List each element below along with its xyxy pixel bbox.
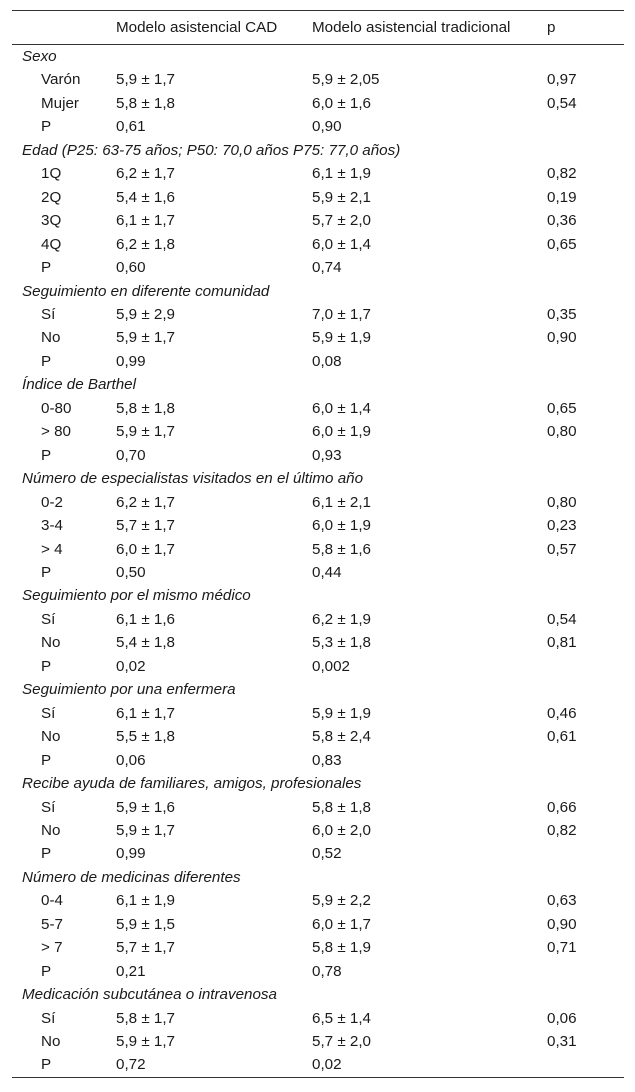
cad-value-cell: 0,02 xyxy=(116,657,146,675)
row-label-cell: No xyxy=(41,821,61,839)
group-header-row xyxy=(12,584,624,607)
row-label-cell: P xyxy=(41,352,52,370)
traditional-value-cell: 0,93 xyxy=(312,446,342,464)
group-title: Medicación subcutánea o intravenosa xyxy=(22,986,277,1004)
traditional-value-cell: 5,3 ± 1,8 xyxy=(312,634,371,652)
p-value-cell: 0,31 xyxy=(547,1033,577,1051)
cad-value-cell: 5,9 ± 1,7 xyxy=(116,329,175,347)
table-row xyxy=(12,936,624,959)
group-header-row xyxy=(12,280,624,303)
table-header-row xyxy=(12,11,624,45)
row-label-cell: Sí xyxy=(41,305,56,323)
p-value-cell: 0,63 xyxy=(547,892,577,910)
p-value-cell: 0,06 xyxy=(547,1009,577,1027)
row-label-cell: 2Q xyxy=(41,188,62,206)
cad-value-cell: 6,2 ± 1,7 xyxy=(116,493,175,511)
row-label-cell: P xyxy=(41,446,52,464)
row-label-cell: P xyxy=(41,962,52,980)
group-title: Número de medicinas diferentes xyxy=(22,868,241,886)
row-label-cell: 4Q xyxy=(41,235,62,253)
p-value-cell: 0,82 xyxy=(547,165,577,183)
table-row xyxy=(12,538,624,561)
group-title: Seguimiento por el mismo médico xyxy=(22,587,251,605)
row-label-cell: 0-4 xyxy=(41,892,63,910)
p-value-cell: 0,54 xyxy=(547,94,577,112)
cad-value-cell: 0,99 xyxy=(116,352,146,370)
cad-value-cell: 5,8 ± 1,8 xyxy=(116,94,175,112)
row-label-cell: 0-2 xyxy=(41,493,63,511)
row-label-cell: Sí xyxy=(41,704,56,722)
row-label-cell: > 7 xyxy=(41,939,63,957)
group-title: Recibe ayuda de familiares, amigos, profesionales xyxy=(22,775,362,793)
group-title: Número de especialistas visitados en el último año xyxy=(22,470,364,488)
cad-value-cell: 5,8 ± 1,7 xyxy=(116,1009,175,1027)
group-header-row xyxy=(12,467,624,490)
traditional-value-cell: 0,52 xyxy=(312,845,342,863)
cad-value-cell: 5,5 ± 1,8 xyxy=(116,728,175,746)
p-value-cell: 0,90 xyxy=(547,329,577,347)
p-value-cell: 0,82 xyxy=(547,821,577,839)
cad-value-cell: 0,61 xyxy=(116,118,146,136)
p-value-cell xyxy=(547,655,624,678)
p-value-cell xyxy=(547,1053,624,1077)
group-header-row xyxy=(12,678,624,701)
traditional-value-cell: 6,0 ± 1,7 xyxy=(312,915,371,933)
traditional-value-cell: 6,1 ± 2,1 xyxy=(312,493,371,511)
row-label-cell: Varón xyxy=(41,71,81,89)
table-row xyxy=(12,796,624,819)
traditional-value-cell: 6,2 ± 1,9 xyxy=(312,610,371,628)
p-value-cell: 0,90 xyxy=(547,915,577,933)
header-cell-cad: Modelo asistencial CAD xyxy=(116,11,312,45)
row-label-cell: P xyxy=(41,845,52,863)
cad-value-cell: 6,0 ± 1,7 xyxy=(116,540,175,558)
table-row xyxy=(12,303,624,326)
p-value-cell: 0,61 xyxy=(547,728,577,746)
table-row xyxy=(12,608,624,631)
row-label-cell: > 80 xyxy=(41,423,71,441)
table-row xyxy=(12,819,624,842)
cad-value-cell: 5,9 ± 1,7 xyxy=(116,1033,175,1051)
group-header-row xyxy=(12,866,624,889)
cad-value-cell: 5,9 ± 2,9 xyxy=(116,305,175,323)
row-label-cell: P xyxy=(41,657,52,675)
table-row xyxy=(12,397,624,420)
p-value-cell: 0,65 xyxy=(547,235,577,253)
table-row xyxy=(12,491,624,514)
table-row xyxy=(12,725,624,748)
row-label-cell: 0-80 xyxy=(41,399,72,417)
traditional-value-cell: 6,1 ± 1,9 xyxy=(312,165,371,183)
p-value-cell xyxy=(547,842,624,865)
cad-value-cell: 0,21 xyxy=(116,962,146,980)
table-row xyxy=(12,655,624,678)
traditional-value-cell: 5,9 ± 1,9 xyxy=(312,704,371,722)
group-header-row xyxy=(12,139,624,162)
p-value-cell xyxy=(547,256,624,279)
p-value-cell: 0,97 xyxy=(547,71,577,89)
cad-value-cell: 5,9 ± 1,7 xyxy=(116,71,175,89)
table-row xyxy=(12,514,624,537)
group-header-row xyxy=(12,45,624,69)
p-value-cell: 0,35 xyxy=(547,305,577,323)
p-value-cell: 0,66 xyxy=(547,798,577,816)
table-row xyxy=(12,913,624,936)
p-value-cell xyxy=(547,960,624,983)
p-value-cell xyxy=(547,350,624,373)
cad-value-cell: 5,4 ± 1,8 xyxy=(116,634,175,652)
table-row xyxy=(12,326,624,349)
cad-value-cell: 5,9 ± 1,7 xyxy=(116,423,175,441)
traditional-value-cell: 5,7 ± 2,0 xyxy=(312,1033,371,1051)
header-cell-empty xyxy=(12,11,116,45)
header-cell-p: p xyxy=(547,11,624,45)
p-value-cell: 0,54 xyxy=(547,610,577,628)
p-value-cell xyxy=(547,115,624,138)
table-row xyxy=(12,350,624,373)
cad-value-cell: 0,99 xyxy=(116,845,146,863)
p-value-cell: 0,36 xyxy=(547,212,577,230)
cad-value-cell: 6,1 ± 1,7 xyxy=(116,704,175,722)
row-label-cell: No xyxy=(41,1033,61,1051)
traditional-value-cell: 0,44 xyxy=(312,563,342,581)
p-value-cell: 0,80 xyxy=(547,493,577,511)
cad-value-cell: 5,9 ± 1,7 xyxy=(116,821,175,839)
row-label-cell: 1Q xyxy=(41,165,62,183)
table-row xyxy=(12,749,624,772)
traditional-value-cell: 5,9 ± 2,1 xyxy=(312,188,371,206)
group-header-row xyxy=(12,983,624,1006)
cad-value-cell: 0,50 xyxy=(116,563,146,581)
group-header-row xyxy=(12,772,624,795)
row-label-cell: 3-4 xyxy=(41,517,63,535)
row-label-cell: > 4 xyxy=(41,540,63,558)
row-label-cell: P xyxy=(41,259,52,277)
traditional-value-cell: 0,78 xyxy=(312,962,342,980)
row-label-cell: P xyxy=(41,118,52,136)
row-label-cell: P xyxy=(41,751,52,769)
table-row xyxy=(12,960,624,983)
cad-value-cell: 0,06 xyxy=(116,751,146,769)
traditional-value-cell: 0,002 xyxy=(312,657,351,675)
traditional-value-cell: 5,8 ± 1,9 xyxy=(312,939,371,957)
cad-value-cell: 6,2 ± 1,7 xyxy=(116,165,175,183)
p-value-cell: 0,19 xyxy=(547,188,577,206)
p-value-cell: 0,46 xyxy=(547,704,577,722)
p-value-cell xyxy=(547,444,624,467)
row-label-cell: Sí xyxy=(41,798,56,816)
table-row xyxy=(12,420,624,443)
table-row xyxy=(12,1053,624,1077)
traditional-value-cell: 6,5 ± 1,4 xyxy=(312,1009,371,1027)
traditional-value-cell: 6,0 ± 1,4 xyxy=(312,235,371,253)
cad-value-cell: 5,4 ± 1,6 xyxy=(116,188,175,206)
row-label-cell: No xyxy=(41,329,61,347)
traditional-value-cell: 0,08 xyxy=(312,352,342,370)
table-row xyxy=(12,702,624,725)
cad-value-cell: 6,1 ± 1,7 xyxy=(116,212,175,230)
table-row xyxy=(12,444,624,467)
traditional-value-cell: 0,02 xyxy=(312,1053,547,1077)
traditional-value-cell: 5,8 ± 1,8 xyxy=(312,798,371,816)
traditional-value-cell: 0,90 xyxy=(312,118,342,136)
row-label-cell: 3Q xyxy=(41,212,62,230)
row-label-cell: Mujer xyxy=(41,94,79,112)
cad-value-cell: 0,72 xyxy=(116,1053,312,1077)
table-row xyxy=(12,233,624,256)
data-table xyxy=(12,10,624,1078)
table-row xyxy=(12,631,624,654)
table-row xyxy=(12,1030,624,1053)
traditional-value-cell: 5,9 ± 1,9 xyxy=(312,329,371,347)
table-row xyxy=(12,842,624,865)
p-value-cell xyxy=(547,561,624,584)
traditional-value-cell: 6,0 ± 1,9 xyxy=(312,517,371,535)
group-title: Índice de Barthel xyxy=(22,376,136,394)
table-row xyxy=(12,162,624,185)
row-label-cell: 5-7 xyxy=(41,915,63,933)
cad-value-cell: 6,2 ± 1,8 xyxy=(116,235,175,253)
table-row xyxy=(12,92,624,115)
row-label-cell: Sí xyxy=(41,610,56,628)
group-title: Sexo xyxy=(22,48,57,65)
p-value-cell: 0,23 xyxy=(547,517,577,535)
table-row xyxy=(12,1007,624,1030)
traditional-value-cell: 5,8 ± 2,4 xyxy=(312,728,371,746)
cad-value-cell: 5,8 ± 1,8 xyxy=(116,399,175,417)
cad-value-cell: 5,9 ± 1,5 xyxy=(116,915,175,933)
cad-value-cell: 5,9 ± 1,6 xyxy=(116,798,175,816)
p-value-cell: 0,57 xyxy=(547,540,577,558)
p-value-cell: 0,65 xyxy=(547,399,577,417)
row-label-cell: Sí xyxy=(41,1009,56,1027)
table-row xyxy=(12,889,624,912)
group-title: Seguimiento por una enfermera xyxy=(22,681,236,699)
cad-value-cell: 6,1 ± 1,9 xyxy=(116,892,175,910)
cad-value-cell: 5,7 ± 1,7 xyxy=(116,939,175,957)
traditional-value-cell: 7,0 ± 1,7 xyxy=(312,305,371,323)
table-row xyxy=(12,561,624,584)
traditional-value-cell: 6,0 ± 1,6 xyxy=(312,94,371,112)
cad-value-cell: 6,1 ± 1,6 xyxy=(116,610,175,628)
table-row xyxy=(12,256,624,279)
table-row xyxy=(12,186,624,209)
traditional-value-cell: 6,0 ± 1,9 xyxy=(312,423,371,441)
table-row xyxy=(12,115,624,138)
traditional-value-cell: 5,9 ± 2,2 xyxy=(312,892,371,910)
p-value-cell: 0,80 xyxy=(547,423,577,441)
p-value-cell: 0,81 xyxy=(547,634,577,652)
row-label-cell: P xyxy=(41,563,52,581)
traditional-value-cell: 5,7 ± 2,0 xyxy=(312,212,371,230)
traditional-value-cell: 0,83 xyxy=(312,751,342,769)
row-label-cell: P xyxy=(12,1053,116,1077)
traditional-value-cell: 5,9 ± 2,05 xyxy=(312,71,380,89)
header-cell-traditional: Modelo asistencial tradicional xyxy=(312,11,547,45)
row-label-cell: No xyxy=(41,634,61,652)
traditional-value-cell: 5,8 ± 1,6 xyxy=(312,540,371,558)
cad-value-cell: 0,60 xyxy=(116,259,146,277)
cad-value-cell: 0,70 xyxy=(116,446,146,464)
table-row xyxy=(12,209,624,232)
p-value-cell xyxy=(547,749,624,772)
cad-value-cell: 5,7 ± 1,7 xyxy=(116,517,175,535)
p-value-cell: 0,71 xyxy=(547,939,577,957)
group-title: Seguimiento en diferente comunidad xyxy=(22,282,270,300)
table-body xyxy=(12,45,624,1078)
group-title: Edad (P25: 63-75 años; P50: 70,0 años P75: 77,0 años) xyxy=(22,141,401,159)
traditional-value-cell: 6,0 ± 1,4 xyxy=(312,399,371,417)
traditional-value-cell: 0,74 xyxy=(312,259,342,277)
traditional-value-cell: 6,0 ± 2,0 xyxy=(312,821,371,839)
table-row xyxy=(12,68,624,91)
row-label-cell: No xyxy=(41,728,61,746)
group-header-row xyxy=(12,373,624,396)
